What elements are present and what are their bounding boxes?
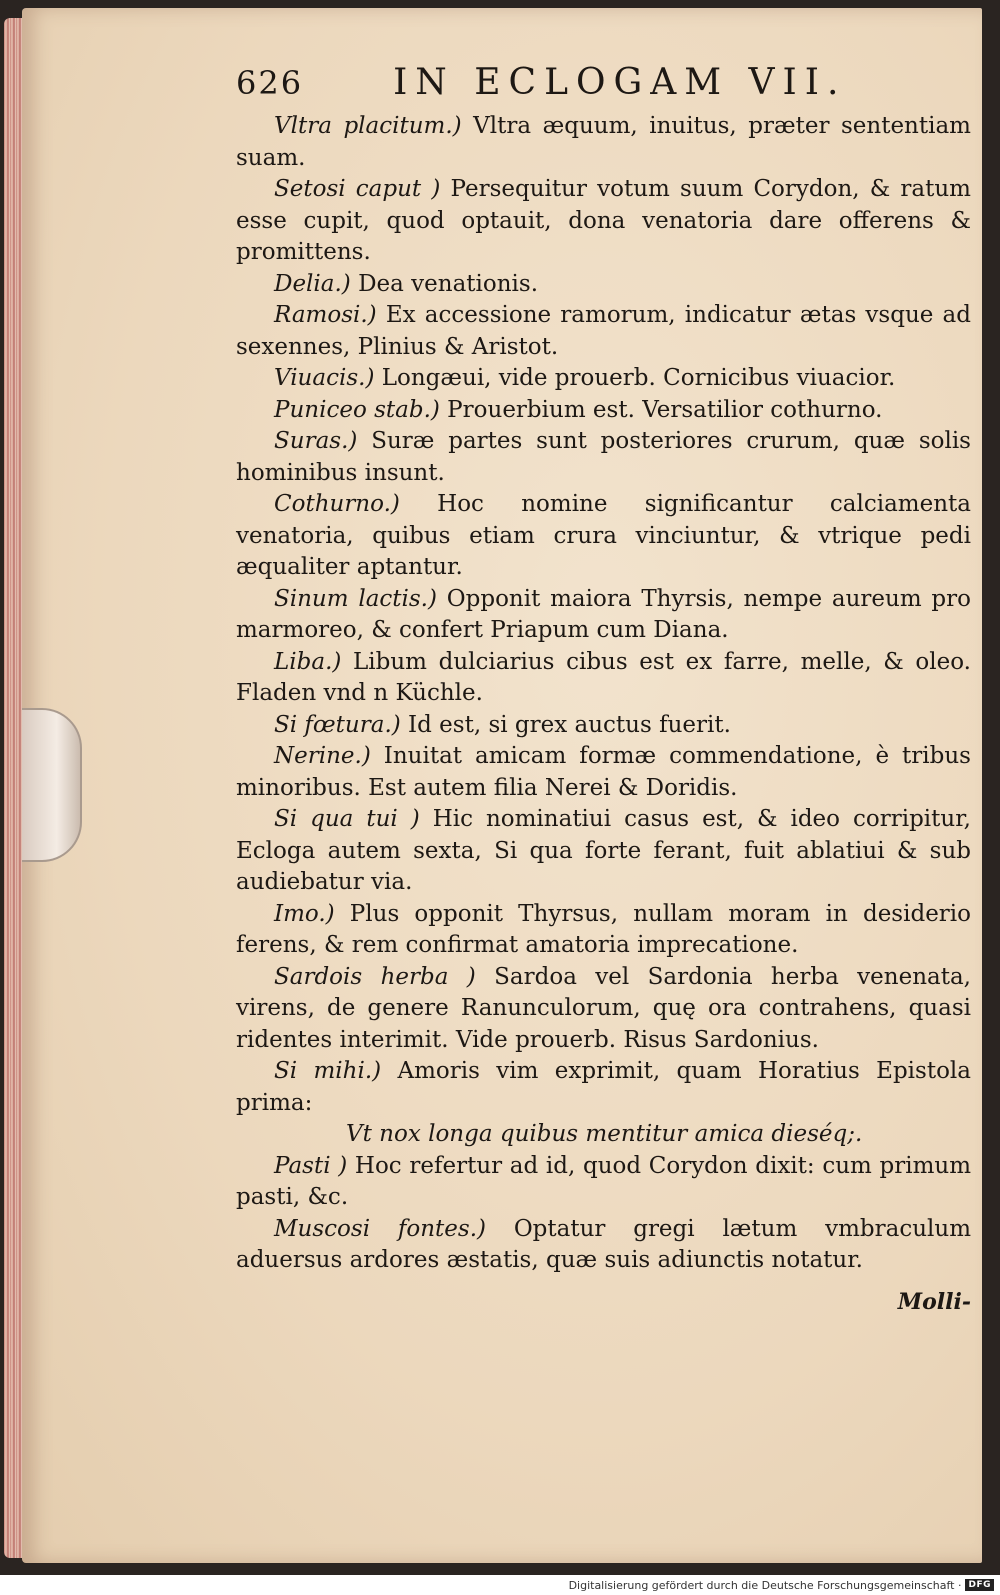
dfg-logo: DFG bbox=[965, 1579, 994, 1591]
commentary-entry bbox=[236, 363, 971, 395]
entry-gloss: Plus opponit Thyrsus, nullam moram in desiderio ferens, & rem confirmat amatoria imprecatione. bbox=[236, 900, 971, 958]
entry-lemma: Sardois herba ) bbox=[274, 963, 476, 990]
digitization-footer bbox=[0, 1575, 1000, 1595]
page-clip bbox=[22, 708, 82, 862]
entry-lemma: Si qua tui ) bbox=[274, 806, 420, 832]
entry-gloss: Hoc nomine significantur calciamenta venatoria, quibus etiam crura vinciuntur, & vtrique pedi æqualiter aptantur. bbox=[236, 491, 971, 580]
entry-gloss: Id est, si grex auctus fuerit. bbox=[400, 711, 731, 738]
entry-lemma: Setosi caput ) bbox=[274, 176, 441, 202]
commentary-entry bbox=[236, 584, 971, 647]
footer-credit: Digitalisierung gefördert durch die Deutsche Forschungsgemeinschaft · bbox=[568, 1578, 962, 1592]
page-text-block bbox=[236, 62, 971, 1315]
entry-lemma: Viuacis.) bbox=[274, 365, 375, 391]
commentary-entry bbox=[236, 269, 971, 301]
catchword: Molli- bbox=[897, 1288, 971, 1315]
running-head bbox=[236, 62, 971, 103]
commentary-entry bbox=[236, 111, 971, 174]
entry-lemma: Pasti ) bbox=[274, 1152, 348, 1179]
entry-gloss: Persequitur votum suum Corydon, & ratum esse cupit, quod optauit, dona venatoria dare offerens & promittens. bbox=[236, 176, 971, 265]
commentary-entry bbox=[236, 962, 971, 1057]
commentary-entries-continued bbox=[236, 1151, 971, 1277]
entry-gloss: Amoris vim exprimit, quam Horatius Epistola prima: bbox=[236, 1058, 971, 1116]
entry-lemma: Ramosi.) bbox=[274, 302, 377, 328]
entry-lemma: Si fœtura.) bbox=[274, 711, 401, 738]
commentary-entry bbox=[236, 426, 971, 489]
commentary-entry bbox=[236, 395, 971, 427]
commentary-entry bbox=[236, 710, 971, 742]
commentary-entry bbox=[236, 899, 971, 962]
entry-lemma: Nerine.) bbox=[274, 743, 371, 769]
entry-lemma: Suras.) bbox=[274, 428, 358, 454]
commentary-entry bbox=[236, 174, 971, 269]
verse-quotation: Vt nox longa quibus mentitur amica dieséq;. bbox=[346, 1121, 863, 1147]
entry-lemma: Vltra placitum.) bbox=[274, 113, 462, 139]
entry-gloss: Optatur gregi lætum vmbraculum aduersus ardores æstatis, quæ suis adiunctis notatur. bbox=[236, 1215, 972, 1273]
entry-gloss: Suræ partes sunt posteriores crurum, quæ solis hominibus insunt. bbox=[236, 428, 971, 486]
commentary-entry bbox=[236, 741, 971, 804]
commentary-entry bbox=[236, 1151, 971, 1214]
commentary-entry bbox=[236, 804, 971, 899]
entry-gloss: Prouerbium est. Versatilior cothurno. bbox=[439, 396, 883, 423]
entry-gloss: Sardoa vel Sardonia herba venenata, virens, de genere Ranunculorum, quę ora contrahens, quasi ridentes interimit. Vide prouerb. Risus Sardonius. bbox=[236, 963, 971, 1053]
entry-gloss: Opponit maiora Thyrsis, nempe aureum pro marmoreo, & confert Priapum cum Diana. bbox=[236, 585, 971, 643]
entry-lemma: Muscosi fontes.) bbox=[274, 1215, 486, 1242]
entry-gloss: Longæui, vide prouerb. Cornicibus viuacior. bbox=[374, 365, 896, 391]
page-number: 626 bbox=[236, 64, 304, 102]
entry-gloss: Hoc refertur ad id, quod Corydon dixit: cum primum pasti, &c. bbox=[236, 1152, 971, 1210]
entry-gloss: Ex accessione ramorum, indicatur ætas vsque ad sexennes, Plinius & Aristot. bbox=[236, 302, 971, 360]
entry-lemma: Sinum lactis.) bbox=[274, 585, 437, 612]
entry-lemma: Imo.) bbox=[274, 900, 335, 927]
entry-lemma: Liba.) bbox=[274, 648, 342, 675]
entry-gloss: Dea venationis. bbox=[350, 270, 539, 297]
entry-lemma: Puniceo stab.) bbox=[274, 396, 440, 423]
entry-lemma: Si mihi.) bbox=[274, 1058, 382, 1084]
entry-lemma: Delia.) bbox=[274, 270, 351, 297]
commentary-entry bbox=[236, 1056, 971, 1119]
entry-gloss: Vltra æquum, inuitus, præter sententiam suam. bbox=[236, 113, 971, 171]
commentary-entry bbox=[236, 300, 971, 363]
commentary-entry bbox=[236, 647, 971, 710]
commentary-entries bbox=[236, 111, 971, 1119]
entry-lemma: Cothurno.) bbox=[274, 491, 400, 517]
running-head-title: IN ECLOGAM VII. bbox=[393, 62, 847, 103]
commentary-entry bbox=[236, 1214, 971, 1277]
entry-gloss: Inuitat amicam formæ commendatione, è tribus minoribus. Est autem filia Nerei & Doridis. bbox=[236, 743, 971, 801]
entry-gloss: Hic nominatiui casus est, & ideo corripitur, Ecloga autem sexta, Si qua forte ferant, fuit ablatiui & sub audiebatur via. bbox=[236, 806, 971, 895]
entry-gloss: Libum dulciarius cibus est ex farre, melle, & oleo. Fladen vnd n Küchle. bbox=[236, 648, 971, 706]
commentary-entry bbox=[236, 489, 971, 584]
